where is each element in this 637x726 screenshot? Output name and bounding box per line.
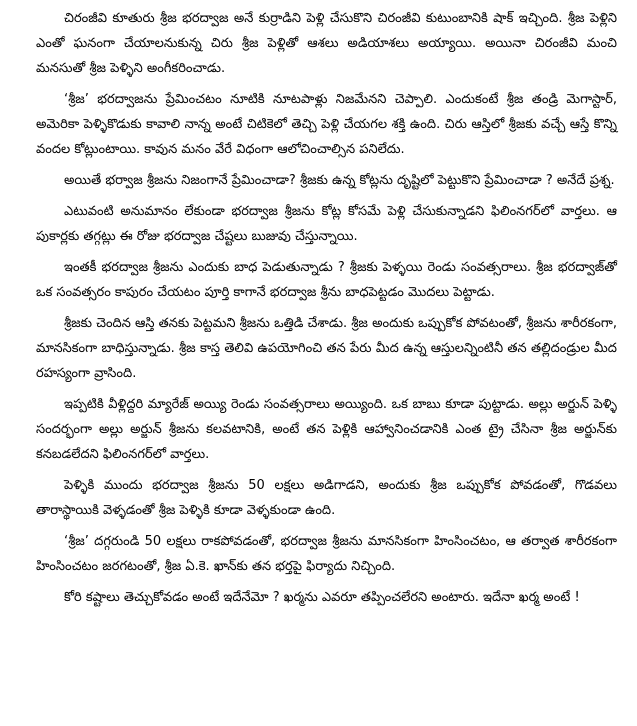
paragraph-2: ‘శ్రీజ’ భరద్వాజను ప్రేమించటం నూటికి నూటపాళ్లు నిజమేనని చెప్పాలి. ఎందుకంటే శ్రీజ తండ్రి మెగాస్టార్, అమెరికా పెళ్ళికొడుకు కావాలి నాన్న అంటే చిటికెలో తెచ్చి పెళ్లి చేయగల శక్తి ఉంది. చిరు ఆస్తిలో శ్రీజకు వచ్చే ఆస్తే కొన్ని వందల కోట్లుంటాయి. కావున మనం వేరే విధంగా ఆలోచించాల్సిన పనిలేదు.: [36, 92, 617, 157]
paragraph-7: ఇప్పటికి వీళ్లిద్దరి మ్యారేజ్ అయ్యి రెండు సంవత్సరాలు అయ్యింది. ఒక బాబు కూడా పుట్టాడు. అల్లు అర్జున్ పెళ్ళి సందర్భంగా అల్లు అర్జున్ శ్రీజను కలవటానికి, అంటే తన పెళ్లికి ఆహ్వానించడానికి ఎంత ట్రై చేసినా శ్రీజ అర్జున్‌కు కనబడలేదని ఫిలింనగర్‌లో వార్తలు.: [36, 397, 617, 462]
paragraph-4: ఎటువంటి అనుమానం లేకుండా భరద్వాజ శ్రీజను కోట్ల కోసమే పెళ్లి చేసుకున్నాడని ఫిలింనగర్‌లో వార్తలు. ఆ పుకార్లకు తగ్గట్లు ఈ రోజు భరద్వాజ చేష్టలు బుజువు చేస్తున్నాయి.: [36, 204, 617, 244]
paragraph-8: పెళ్ళికి ముందు భరద్వాజ శ్రీజను 50 లక్షలు అడిగాడని, అందుకు శ్రీజ ఒప్పుకోక పోవడంతో, గొడవలు తారాస్థాయికి వెళ్ళడంతో శ్రీజ పెళ్ళికి కూడా వెళ్ళకుండా ఉంది.: [36, 478, 617, 518]
paragraph-1: చిరంజీవి కూతురు శ్రీజ భరద్వాజ అనే కుర్రాడిని పెళ్లి చేసుకొని చిరంజీవి కుటుంబానికి షాక్ ఇచ్చింది. శ్రీజ పెళ్లిని ఎంతో ఘనంగా చేయాలనుకున్న చిరు శ్రీజ పెళ్లితో ఆశలు అడియాశలు అయ్యాయి. అయినా చిరంజీవి మంచి మనసుతో శ్రీజ పెళ్ళిని అంగీకరించాడు.: [36, 11, 617, 76]
paragraph-10: కోరి కష్టాలు తెచ్చుకోవడం అంటే ఇదేనేమో ? ఖర్మను ఎవరూ తప్పించలేరని అంటారు. ఇదేనా ఖర్మ అంటే !: [64, 590, 580, 605]
paragraph-6: శ్రీజకు చెందిన ఆస్తి తనకు పెట్టమని శ్రీజను ఒత్తిడి చేశాడు. శ్రీజ అందుకు ఒప్పుకోక పోవటంతో, శ్రీజను శారీరకంగా, మానసికంగా బాధిస్తున్నాడు. శ్రీజ కాస్త తెలివి ఉపయోగించి తన పేరు మీద ఉన్న ఆస్తులన్నింటినీ తన తల్లిదండ్రుల మీద రహస్యంగా వ్రాసింది.: [36, 316, 617, 381]
paragraph-9: ‘శ్రీజ’ దగ్గరుండి 50 లక్షలు రాకపోవడంతో, భరద్వాజ శ్రీజను మానసికంగా హింసించటం, ఆ తర్వాత శారీరకంగా హింసించటం జరగటంతో, శ్రీజ ఏ.కె. ఖాన్‌కు తన భర్తపై ఫిర్యాదు నిచ్చింది.: [36, 534, 617, 574]
paragraph-3: అయితే భర్వాజ శ్రీజను నిజంగానే ప్రేమించాడా? శ్రీజకు ఉన్న కోట్లను దృష్టిలో పెట్టుకొని ప్రేమించాడా ? అనేదే ప్రశ్న.: [64, 173, 615, 188]
paragraph-5: ఇంతకీ భరద్వాజ శ్రీజను ఎందుకు బాధ పెడుతున్నాడు ? శ్రీజకు పెళ్ళయి రెండు సంవత్సరాలు. శ్రీజ భరద్వాజ్‌తో ఒక సంవత్సరం కాపురం చేయటం పూర్తి కాగానే భరద్వాజ శ్రీను బాధపెట్టడం మొదలు పెట్టాడు.: [36, 260, 617, 300]
